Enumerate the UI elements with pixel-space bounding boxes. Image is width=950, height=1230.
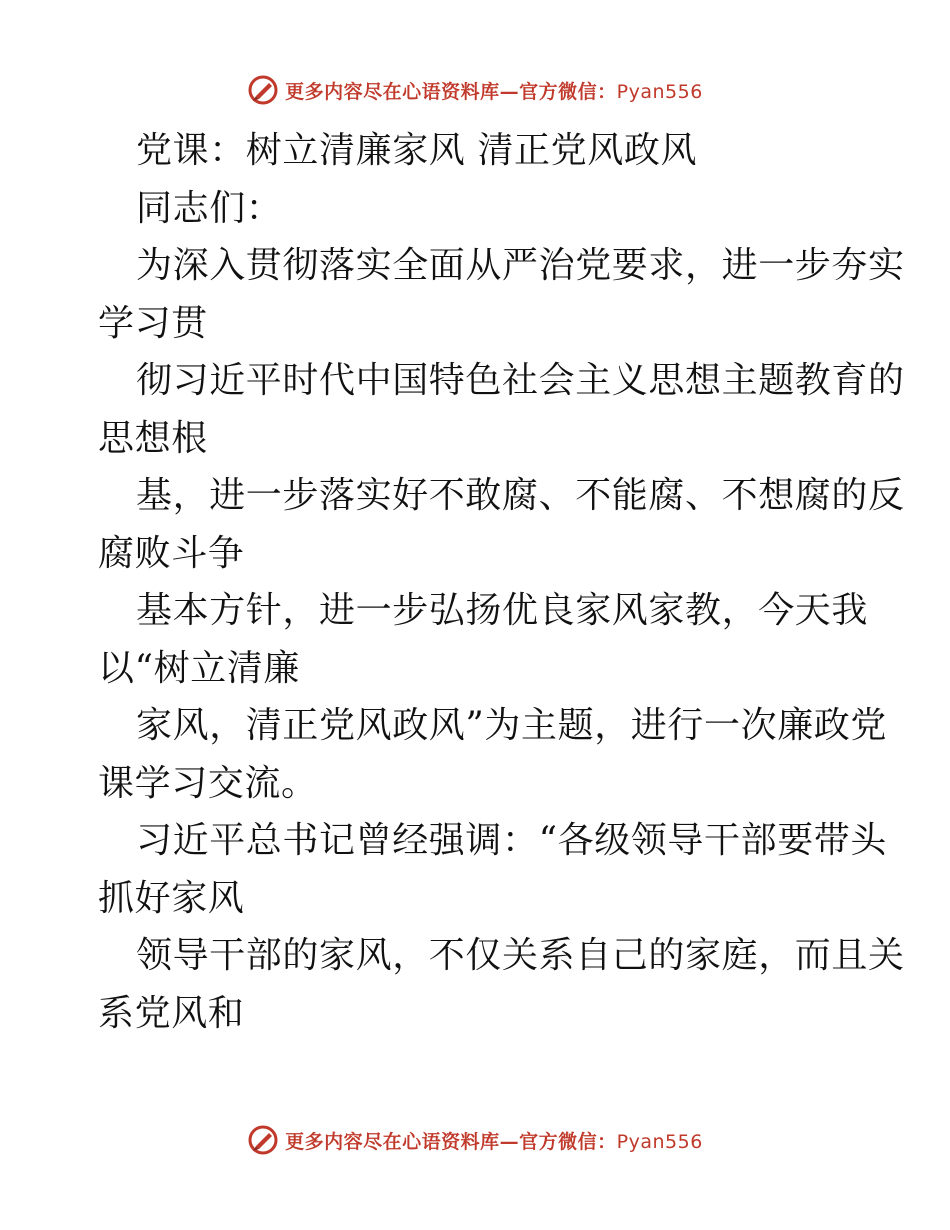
document-line: 同志们：	[136, 187, 283, 229]
document-line: 习近平总书记曾经强调：“各级领导干部要带头	[136, 820, 888, 861]
footer-watermark-text: 更多内容尽在心语资料库—官方微信：	[285, 1130, 617, 1153]
document-line: 为深入贯彻落实全面从严治党要求，进一步夯实	[136, 245, 905, 286]
document-line: 以“树立清廉	[98, 647, 301, 689]
document-line: 系党风和	[98, 992, 245, 1034]
document-line: 基本方针，进一步弘扬优良家风家教，今天我	[136, 590, 869, 631]
document-line: 学习贯	[98, 302, 208, 344]
document-line: 抓好家风	[98, 877, 245, 919]
document-line: 基，进一步落实好不敢腐、不能腐、不想腐的反	[136, 475, 905, 516]
document-line: 腐败斗争	[98, 532, 245, 574]
document-body	[98, 122, 905, 1042]
logo-icon	[247, 74, 279, 106]
logo-icon	[247, 1124, 279, 1156]
footer-watermark	[0, 1120, 950, 1160]
footer-watermark-id: Pyan556	[616, 1130, 703, 1153]
header-watermark-text: 更多内容尽在心语资料库—官方微信：	[285, 80, 617, 103]
document-line: 领导干部的家风，不仅关系自己的家庭，而且关	[136, 935, 905, 976]
document-line: 思想根	[98, 417, 208, 459]
document-line: 课学习交流。	[98, 762, 318, 804]
header-watermark-id: Pyan556	[616, 80, 703, 103]
header-watermark	[0, 70, 950, 110]
document-title: 党课：树立清廉家风 清正党风政风	[136, 130, 698, 171]
document-line: 彻习近平时代中国特色社会主义思想主题教育的	[136, 360, 905, 401]
document-line: 家风，清正党风政风”为主题，进行一次廉政党	[136, 705, 888, 746]
